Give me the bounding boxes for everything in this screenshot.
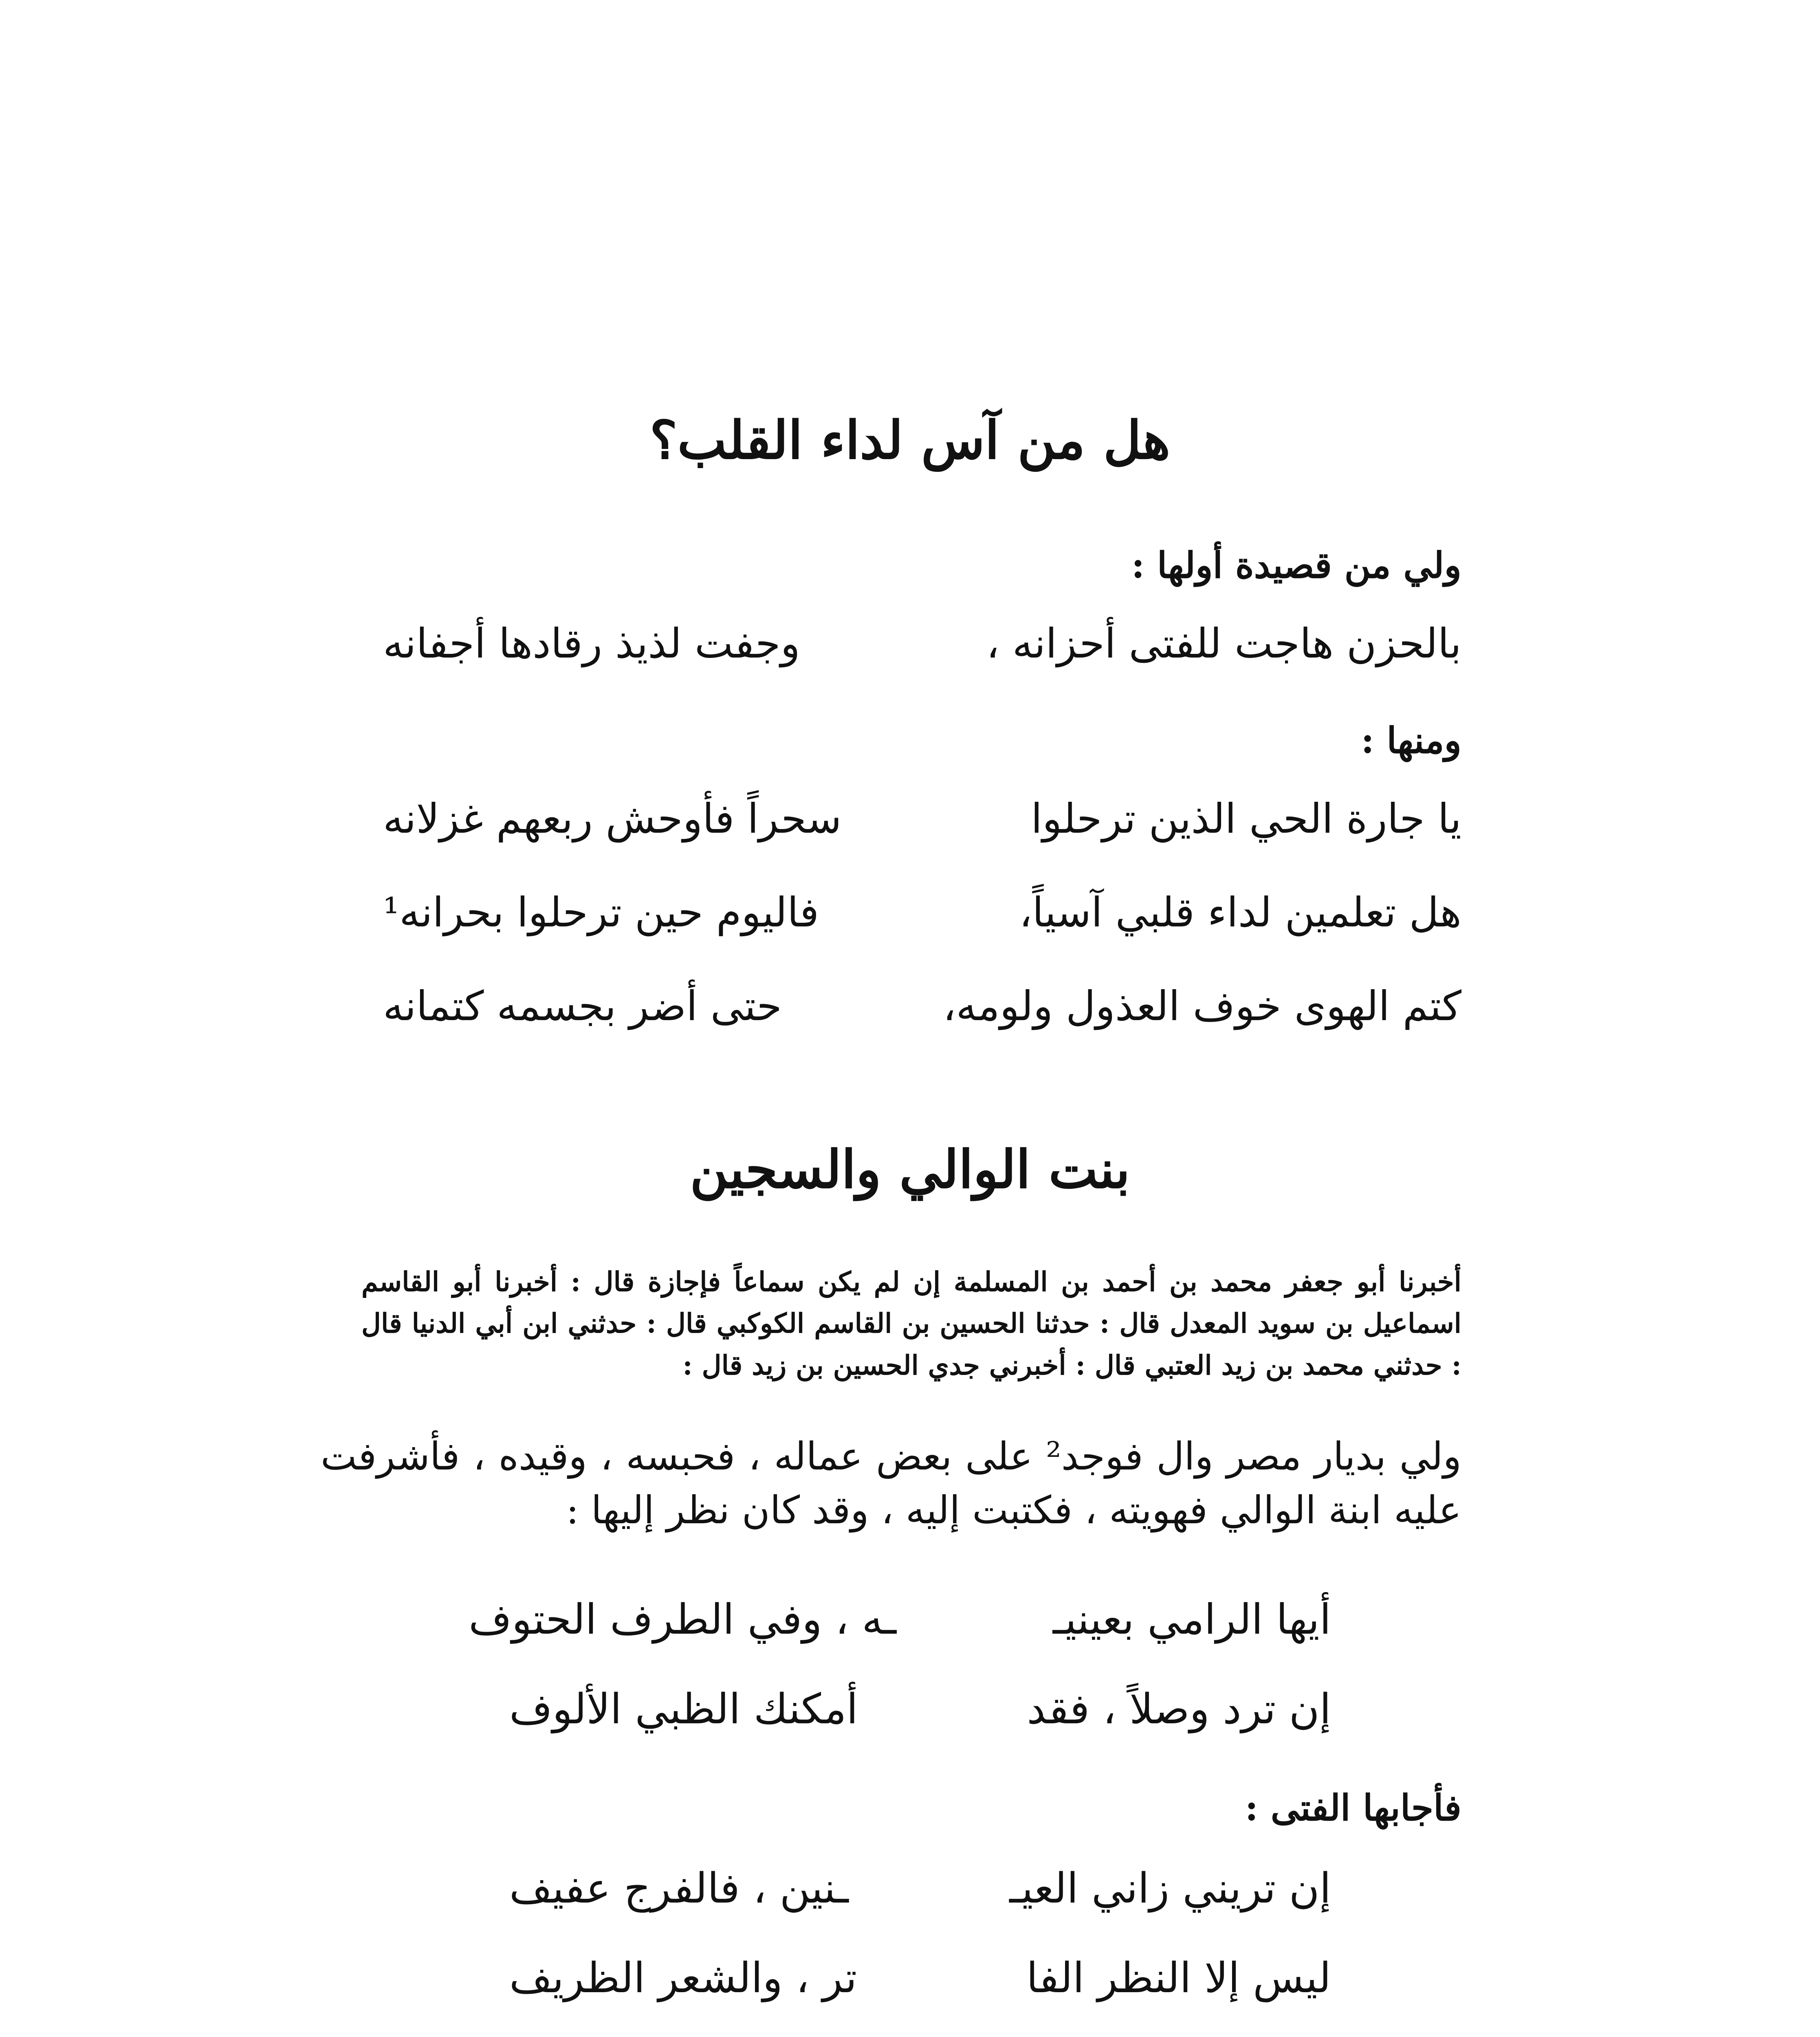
from-it-label: ومنها : (1361, 719, 1461, 761)
poem-verse-first: ليس إلا النظر الفا (1026, 1954, 1331, 2002)
narrative-paragraph: ولي بديار مصر وال فوجد² على بعض عماله ، فحبسه ، وقيده ، فأشرفت عليه ابنة الوالي فهويته ، فكتبت إليه ، وقد كان نظر إليها : (321, 1434, 1461, 1533)
poem-verse-first: إن تريني زاني العيـ (1009, 1864, 1331, 1913)
poem-verse-second: ـنين ، فالفرج عفيف (509, 1864, 849, 1913)
opening-verse-first: بالحزن هاجت للفتى أحزانه ، (986, 620, 1461, 667)
isnad-paragraph: أخبرنا أبو جعفر محمد بن أحمد بن المسلمة إن لم يكن سماعاً فإجازة قال : أخبرنا أبو القاسم اسماعيل بن سويد المعدل قال : حدثنا الحسين بن القاسم الكوكبي قال : حدثني ابن أبي الدنيا قال : حدثني محمد بن زيد العتبي قال : أخبرني جدي الحسين بن زيد قال : (361, 1266, 1461, 1381)
poem-verse-first: إن ترد وصلاً ، فقد (1027, 1685, 1331, 1733)
poem-verse-first: أيها الرامي بعينيـ (1052, 1595, 1331, 1644)
section1-title: هل من آس لداء القلب؟ (649, 410, 1171, 471)
section2-title: بنت الوالي والسجين (690, 1139, 1130, 1200)
verse-first: هل تعلمين لداء قلبي آسياً، (1019, 889, 1461, 936)
verse-first: كتم الهوى خوف العذول ولومه، (943, 982, 1461, 1030)
verse-second: فاليوم حين ترحلوا بحرانه¹ (383, 889, 819, 936)
verse-second: حتى أضر بجسمه كتمانه (383, 982, 782, 1030)
poem-verse-second: أمكنك الظبي الألوف (509, 1685, 858, 1733)
verse-first: يا جارة الحي الذين ترحلوا (1031, 795, 1461, 843)
poem-verse-second: ـه ، وفي الطرف الحتوف (469, 1595, 896, 1644)
reply-intro: فأجابها الفتى : (1245, 1786, 1461, 1829)
verse-second: سحراً فأوحش ربعهم غزلانه (383, 795, 842, 843)
opening-verse-second: وجفت لذيذ رقادها أجفانه (383, 620, 800, 667)
poem-verse-second: تر ، والشعر الظريف (509, 1954, 857, 2002)
section1-intro: ولي من قصيدة أولها : (1131, 544, 1461, 586)
